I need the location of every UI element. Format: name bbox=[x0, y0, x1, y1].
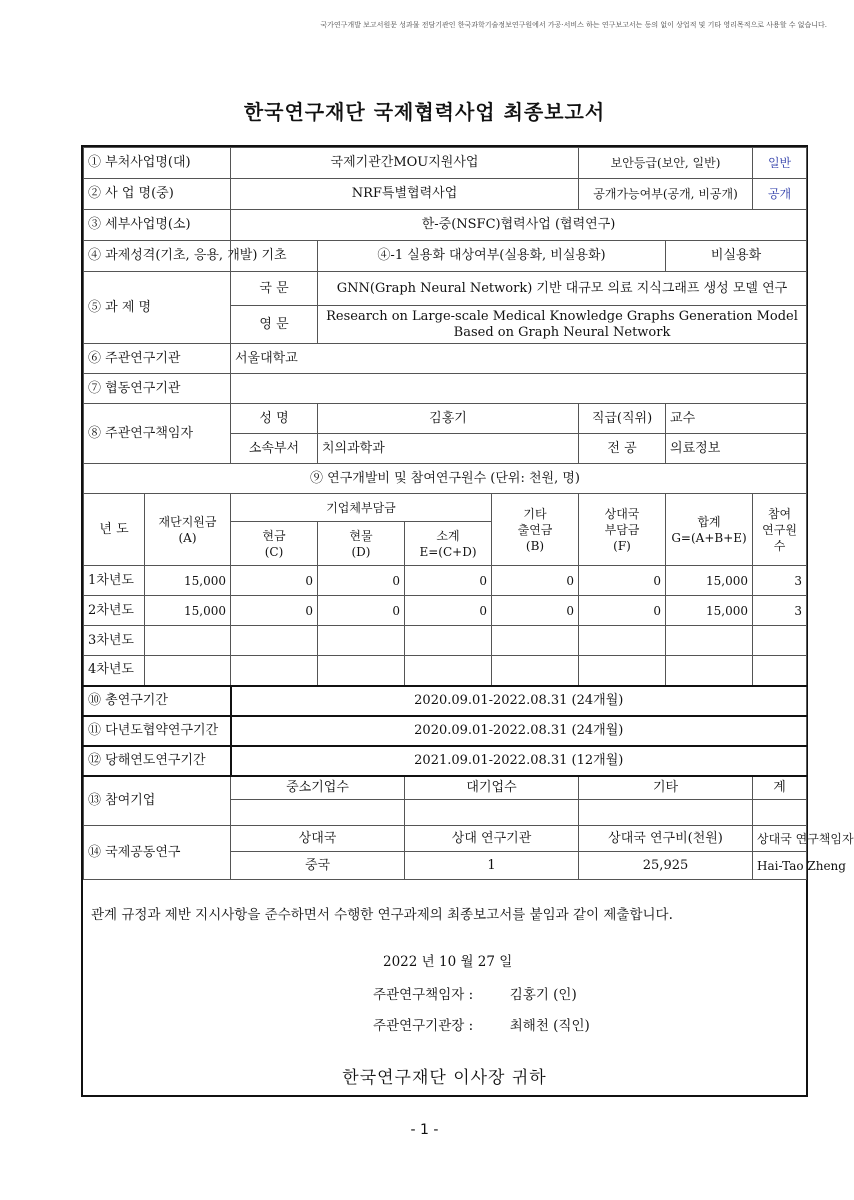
companies-sme-header: 중소기업수 bbox=[231, 776, 405, 800]
usage-notice: 국가연구개발 보고서원문 성과물 전담기관인 한국과학기술정보연구원에서 가공·서비스 하는 연구보고서는 동의 없이 상업적 및 기타 영리목적으로 사용할 수 없습니다. bbox=[320, 21, 827, 29]
companies-etc-value bbox=[579, 800, 753, 826]
companies-large-header: 대기업수 bbox=[405, 776, 579, 800]
pi-signature-value: 김홍기 (인) bbox=[509, 987, 577, 1003]
budget-etc: 0 bbox=[492, 566, 579, 596]
total-period-label: ⑩ 총연구기간 bbox=[84, 686, 231, 716]
page-number: - 1 - bbox=[410, 1122, 439, 1138]
budget-cash-header: 현금 (C) bbox=[231, 522, 318, 566]
budget-subtotal: 0 bbox=[405, 566, 492, 596]
row-budget-caption bbox=[84, 464, 807, 494]
submission-date: 2022 년 10 월 27 일 bbox=[383, 954, 513, 970]
budget-researchers-header: 참여 연구원수 bbox=[753, 494, 807, 566]
title-en-label: 영 문 bbox=[231, 306, 318, 344]
companies-sum-header: 계 bbox=[753, 776, 807, 800]
budget-caption: ⑨ 연구개발비 및 참여연구원수 (단위: 천원, 명) bbox=[84, 464, 807, 494]
budget-total: 15,000 bbox=[666, 566, 753, 596]
companies-sum-value bbox=[753, 800, 807, 826]
pi-dept-label: 소속부서 bbox=[231, 434, 318, 464]
pi-name-label: 성 명 bbox=[231, 404, 318, 434]
budget-etc bbox=[492, 656, 579, 686]
joint-pi-header: 상대국 연구책임자 bbox=[753, 826, 807, 852]
closing-address: 한국연구재단 이사장 귀하 bbox=[342, 1068, 547, 1088]
companies-sme-value bbox=[231, 800, 405, 826]
joint-label: ⑭ 국제공동연구 bbox=[84, 826, 231, 880]
pi-major-value: 의료정보 bbox=[666, 434, 807, 464]
table-row bbox=[84, 566, 807, 596]
budget-researchers bbox=[753, 656, 807, 686]
budget-counterpart bbox=[579, 656, 666, 686]
info-table bbox=[83, 147, 854, 880]
row-multi-period bbox=[84, 716, 807, 746]
security-label: 보안등급(보안, 일반) bbox=[579, 148, 753, 179]
table-row bbox=[84, 626, 807, 656]
program-label: ② 사 업 명(중) bbox=[84, 179, 231, 210]
head-signature-value: 최해천 (직인) bbox=[509, 1018, 590, 1034]
year-period-value: 2021.09.01-2022.08.31 (12개월) bbox=[231, 746, 807, 776]
budget-total bbox=[666, 626, 753, 656]
budget-total-header: 합계 G=(A+B+E) bbox=[666, 494, 753, 566]
budget-etc bbox=[492, 626, 579, 656]
disclosure-value: 공개 bbox=[753, 179, 807, 210]
nature-label: ④ 과제성격(기초, 응용, 개발) bbox=[84, 241, 231, 272]
budget-year: 2차년도 bbox=[84, 596, 145, 626]
companies-etc-header: 기타 bbox=[579, 776, 753, 800]
pi-signature bbox=[373, 983, 577, 1003]
pi-signature-label: 주관연구책임자 : bbox=[373, 987, 474, 1003]
row-joint-header bbox=[84, 826, 807, 852]
program-value: NRF특별협력사업 bbox=[231, 179, 579, 210]
budget-cash: 0 bbox=[231, 566, 318, 596]
budget-counterpart bbox=[579, 626, 666, 656]
budget-researchers bbox=[753, 626, 807, 656]
budget-total bbox=[666, 656, 753, 686]
budget-counterpart: 0 bbox=[579, 596, 666, 626]
multi-period-value: 2020.09.01-2022.08.31 (24개월) bbox=[231, 716, 807, 746]
table-row bbox=[84, 596, 807, 626]
multi-period-label: ⑪ 다년도협약연구기간 bbox=[84, 716, 231, 746]
budget-total: 15,000 bbox=[666, 596, 753, 626]
security-value: 일반 bbox=[753, 148, 807, 179]
companies-large-value bbox=[405, 800, 579, 826]
budget-kind bbox=[318, 656, 405, 686]
budget-kind: 0 bbox=[318, 596, 405, 626]
title-kr-label: 국 문 bbox=[231, 272, 318, 306]
budget-subtotal: 0 bbox=[405, 596, 492, 626]
pi-major-label: 전 공 bbox=[579, 434, 666, 464]
practical-label: ④-1 실용화 대상여부(실용화, 비실용화) bbox=[318, 241, 666, 272]
row-pi-name bbox=[84, 404, 807, 434]
budget-year-header: 년 도 bbox=[84, 494, 145, 566]
ministry-value: 국제기관간MOU지원사업 bbox=[231, 148, 579, 179]
nature-value: 기초 bbox=[231, 241, 318, 272]
budget-etc: 0 bbox=[492, 596, 579, 626]
budget-counterpart-header: 상대국 부담금 (F) bbox=[579, 494, 666, 566]
row-program bbox=[84, 179, 807, 210]
budget-researchers: 3 bbox=[753, 596, 807, 626]
head-signature-label: 주관연구기관장 : bbox=[373, 1018, 474, 1034]
disclosure-label: 공개가능여부(공개, 비공개) bbox=[579, 179, 753, 210]
companies-label: ⑬ 참여기업 bbox=[84, 776, 231, 826]
budget-cash bbox=[231, 626, 318, 656]
budget-cash bbox=[231, 656, 318, 686]
subprogram-label: ③ 세부사업명(소) bbox=[84, 210, 231, 241]
row-year-period bbox=[84, 746, 807, 776]
budget-researchers: 3 bbox=[753, 566, 807, 596]
row-title-kr bbox=[84, 272, 807, 306]
budget-fund: 15,000 bbox=[145, 596, 231, 626]
title-kr-value: GNN(Graph Neural Network) 기반 대규모 의료 지식그래프 생성 모델 연구 bbox=[318, 272, 807, 306]
budget-kind-header: 현물 (D) bbox=[318, 522, 405, 566]
budget-fund: 15,000 bbox=[145, 566, 231, 596]
budget-counterpart: 0 bbox=[579, 566, 666, 596]
joint-country-value: 중국 bbox=[231, 852, 405, 880]
budget-header-top bbox=[84, 494, 807, 522]
row-nature bbox=[84, 241, 807, 272]
subprogram-value: 한-중(NSFC)협력사업 (협력연구) bbox=[231, 210, 807, 241]
budget-etc-header: 기타 출연금 (B) bbox=[492, 494, 579, 566]
pi-label: ⑧ 주관연구책임자 bbox=[84, 404, 231, 464]
coop-value bbox=[231, 374, 807, 404]
project-title-label: ⑤ 과 제 명 bbox=[84, 272, 231, 344]
budget-year: 4차년도 bbox=[84, 656, 145, 686]
budget-year: 3차년도 bbox=[84, 626, 145, 656]
row-host bbox=[84, 344, 807, 374]
budget-subtotal-header: 소계 E=(C+D) bbox=[405, 522, 492, 566]
pi-rank-value: 교수 bbox=[666, 404, 807, 434]
head-signature bbox=[373, 1014, 590, 1034]
joint-budget-header: 상대국 연구비(천원) bbox=[579, 826, 753, 852]
joint-pi-value: Hai-Tao Zheng bbox=[753, 852, 807, 880]
row-subprogram bbox=[84, 210, 807, 241]
budget-fund-header: 재단지원금 (A) bbox=[145, 494, 231, 566]
budget-fund bbox=[145, 656, 231, 686]
joint-budget-value: 25,925 bbox=[579, 852, 753, 880]
coop-label: ⑦ 협동연구기관 bbox=[84, 374, 231, 404]
pi-dept-value: 치의과학과 bbox=[318, 434, 579, 464]
budget-kind bbox=[318, 626, 405, 656]
report-form bbox=[81, 145, 854, 1097]
budget-kind: 0 bbox=[318, 566, 405, 596]
row-coop bbox=[84, 374, 807, 404]
pi-name-value: 김홍기 bbox=[318, 404, 579, 434]
page-title: 한국연구재단 국제협력사업 최종보고서 bbox=[243, 100, 606, 124]
ministry-label: ① 부처사업명(대) bbox=[84, 148, 231, 179]
host-value: 서울대학교 bbox=[231, 344, 807, 374]
budget-subtotal bbox=[405, 656, 492, 686]
table-row bbox=[84, 656, 807, 686]
year-period-label: ⑫ 당해연도연구기간 bbox=[84, 746, 231, 776]
pi-rank-label: 직급(직위) bbox=[579, 404, 666, 434]
practical-value: 비실용화 bbox=[666, 241, 807, 272]
row-ministry bbox=[84, 148, 807, 179]
row-companies-header bbox=[84, 776, 807, 800]
budget-subtotal bbox=[405, 626, 492, 656]
budget-corp-header: 기업체부담금 bbox=[231, 494, 492, 522]
title-en-value: Research on Large-scale Medical Knowledge Graphs Generation Model Based on Graph Neural Network bbox=[318, 306, 807, 344]
total-period-value: 2020.09.01-2022.08.31 (24개월) bbox=[231, 686, 807, 716]
budget-cash: 0 bbox=[231, 596, 318, 626]
host-label: ⑥ 주관연구기관 bbox=[84, 344, 231, 374]
joint-country-header: 상대국 bbox=[231, 826, 405, 852]
joint-institution-header: 상대 연구기관 bbox=[405, 826, 579, 852]
budget-year: 1차년도 bbox=[84, 566, 145, 596]
row-total-period bbox=[84, 686, 807, 716]
budget-fund bbox=[145, 626, 231, 656]
joint-institution-value: 1 bbox=[405, 852, 579, 880]
submission-statement: 관계 규정과 제반 지시사항을 준수하면서 수행한 연구과제의 최종보고서를 붙임과 같이 제출합니다. bbox=[91, 907, 673, 923]
